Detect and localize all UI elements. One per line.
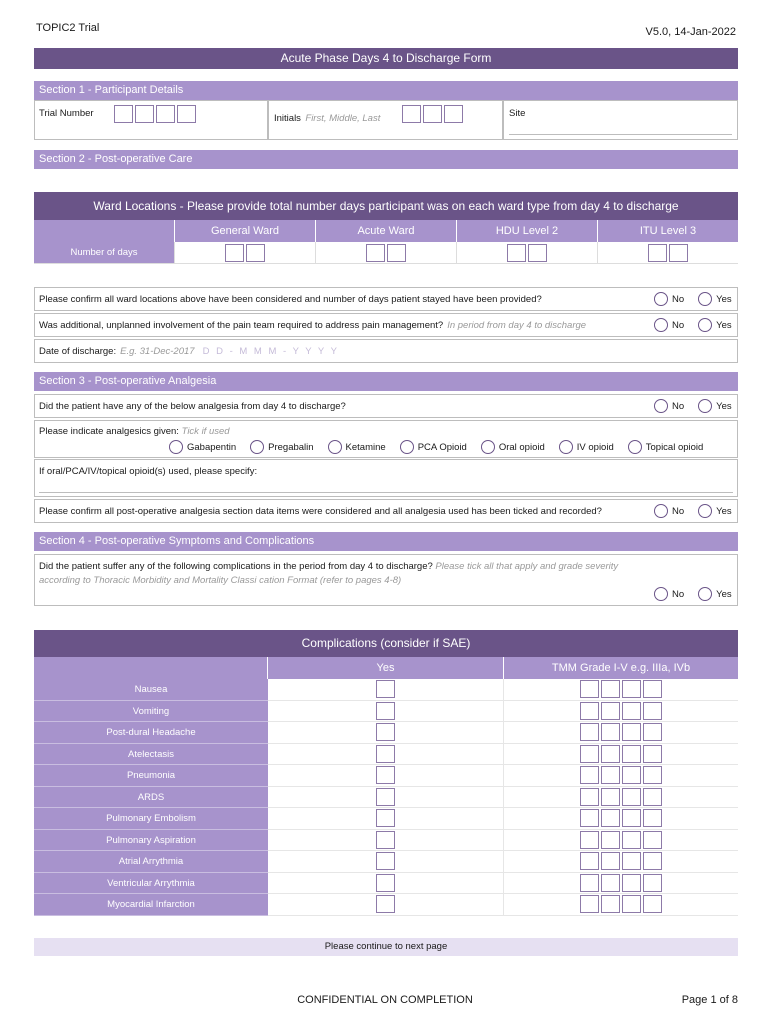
pca-opioid-label: PCA Opioid — [417, 441, 467, 453]
analgesia-confirm-no-radio[interactable] — [654, 504, 668, 518]
complication-row — [34, 894, 738, 916]
complication-name: Myocardial Infarction — [34, 894, 268, 916]
complication-yes-box[interactable] — [376, 831, 395, 849]
ward-col-acute: Acute Ward — [316, 220, 457, 242]
site-box — [503, 100, 738, 140]
oral-opioid-checkbox[interactable] — [481, 440, 495, 454]
pregabalin-checkbox[interactable] — [250, 440, 264, 454]
ketamine-label: Ketamine — [345, 441, 386, 453]
discharge-date-field[interactable]: D D - M M M - Y Y Y Y — [202, 345, 339, 357]
complication-yes-box[interactable] — [376, 723, 395, 741]
complication-grade-box[interactable] — [580, 745, 599, 763]
trial-number-digit[interactable] — [135, 105, 154, 123]
ward-confirm-yes-radio[interactable] — [698, 292, 712, 306]
no-label: No — [672, 505, 685, 517]
complication-yes-box[interactable] — [376, 788, 395, 806]
complication-grade-box[interactable] — [643, 680, 662, 698]
trial-name: TOPIC2 Trial — [36, 22, 100, 34]
ward-confirm-row — [34, 287, 738, 311]
discharge-date-row — [34, 339, 738, 363]
complication-grade-box[interactable] — [601, 809, 620, 827]
complication-grade-box[interactable] — [643, 766, 662, 784]
complication-yes-box[interactable] — [376, 702, 395, 720]
complication-grade-box[interactable] — [622, 809, 641, 827]
acute-ward-days-digit[interactable] — [387, 244, 406, 262]
iv-opioid-label: IV opioid — [576, 441, 614, 453]
complication-grade-box[interactable] — [580, 766, 599, 784]
complication-name: Vomiting — [34, 701, 268, 723]
ward-confirm-no-radio[interactable] — [654, 292, 668, 306]
gabapentin-checkbox[interactable] — [169, 440, 183, 454]
complication-name: Pneumonia — [34, 765, 268, 787]
complication-row — [34, 744, 738, 766]
complication-name: Atrial Arrythmia — [34, 851, 268, 873]
trial-number-label: Trial Number — [39, 108, 94, 119]
complication-grade-box[interactable] — [622, 766, 641, 784]
no-label: No — [672, 319, 685, 331]
complication-grade-box[interactable] — [622, 680, 641, 698]
yes-label: Yes — [716, 293, 732, 305]
complication-name: ARDS — [34, 787, 268, 809]
section1-title: Section 1 - Participant Details — [34, 81, 738, 100]
trial-number-digit[interactable] — [114, 105, 133, 123]
complication-grade-box[interactable] — [601, 788, 620, 806]
complication-yes-box[interactable] — [376, 895, 395, 913]
ward-col-general: General Ward — [175, 220, 316, 242]
complication-grade-box[interactable] — [643, 809, 662, 827]
complication-grade-box[interactable] — [580, 788, 599, 806]
site-label: Site — [509, 108, 526, 119]
initials-box — [268, 100, 503, 140]
complication-name: Ventricular Arrythmia — [34, 873, 268, 895]
analgesia-row — [34, 394, 738, 418]
yes-label: Yes — [716, 588, 732, 600]
complication-grade-box[interactable] — [622, 788, 641, 806]
complication-grade-box[interactable] — [601, 852, 620, 870]
complication-grade-box[interactable] — [622, 745, 641, 763]
complication-grade-box[interactable] — [580, 852, 599, 870]
page-number: Page 1 of 8 — [681, 994, 738, 1006]
section4-title: Section 4 - Post-operative Symptoms and Complications — [34, 532, 738, 551]
no-label: No — [672, 588, 685, 600]
complication-name: Pulmonary Aspiration — [34, 830, 268, 852]
complication-yes-box[interactable] — [376, 874, 395, 892]
complication-name: Atelectasis — [34, 744, 268, 766]
complication-grade-box[interactable] — [643, 874, 662, 892]
analgesia-confirm-yes-radio[interactable] — [698, 504, 712, 518]
complication-grade-box[interactable] — [643, 895, 662, 913]
complication-grade-box[interactable] — [643, 745, 662, 763]
ward-table-title: Ward Locations - Please provide total number days participant was on each ward type from day 4 to discharge — [34, 192, 738, 220]
complication-grade-box[interactable] — [601, 766, 620, 784]
pca-opioid-checkbox[interactable] — [400, 440, 414, 454]
complication-name: Post-dural Headache — [34, 722, 268, 744]
complication-grade-box[interactable] — [622, 702, 641, 720]
complication-grade-box[interactable] — [601, 895, 620, 913]
complication-grade-box[interactable] — [643, 852, 662, 870]
trial-number-box — [34, 100, 268, 140]
complication-grade-box[interactable] — [643, 723, 662, 741]
topical-opioid-label: Topical opioid — [645, 441, 704, 453]
pain-team-hint: In period from day 4 to discharge — [447, 319, 587, 331]
trial-number-digit[interactable] — [156, 105, 175, 123]
complication-grade-box[interactable] — [643, 831, 662, 849]
complication-grade-box[interactable] — [601, 702, 620, 720]
complications-table-title: Complications (consider if SAE) — [34, 630, 738, 657]
oral-opioid-label: Oral opioid — [498, 441, 545, 453]
iv-opioid-checkbox[interactable] — [559, 440, 573, 454]
yes-label: Yes — [716, 319, 732, 331]
no-label: No — [672, 293, 685, 305]
complication-row — [34, 873, 738, 895]
complication-yes-box[interactable] — [376, 809, 395, 827]
analgesia-no-radio[interactable] — [654, 399, 668, 413]
complication-row — [34, 787, 738, 809]
complication-grade-box[interactable] — [622, 895, 641, 913]
complication-grade-box[interactable] — [601, 831, 620, 849]
initials-letter[interactable] — [444, 105, 463, 123]
continue-note: Please continue to next page — [34, 938, 738, 956]
complication-grade-box[interactable] — [580, 831, 599, 849]
analgesics-given-box — [34, 420, 738, 458]
complication-grade-box[interactable] — [643, 702, 662, 720]
analgesia-confirm-question: Please confirm all post-operative analgesia section data items were considered and all analgesia used has been ticked and recorded? — [39, 505, 602, 517]
complications-hint-a: Please tick all that apply and grade severity — [435, 561, 619, 572]
analgesics-label: Please indicate analgesics given: — [39, 426, 179, 437]
complication-row — [34, 679, 738, 701]
complication-name: Pulmonary Embolism — [34, 808, 268, 830]
hdu-days-digit[interactable] — [528, 244, 547, 262]
topical-opioid-checkbox[interactable] — [628, 440, 642, 454]
complications-table — [34, 630, 738, 916]
complication-grade-box[interactable] — [601, 680, 620, 698]
section2-title: Section 2 - Post-operative Care — [34, 150, 738, 169]
complication-grade-box[interactable] — [622, 874, 641, 892]
ward-confirm-question: Please confirm all ward locations above have been considered and number of days patient stayed have been provided? — [39, 293, 542, 305]
discharge-date-label: Date of discharge: — [39, 345, 117, 357]
pain-team-question: Was additional, unplanned involvement of the pain team required to address pain management? — [39, 319, 444, 331]
complications-hint-b: according to Thoracic Morbidity and Mortality Classi cation Format (refer to pages 4-8) — [39, 575, 402, 586]
initials-letter[interactable] — [402, 105, 421, 123]
complication-grade-box[interactable] — [622, 831, 641, 849]
yes-label: Yes — [716, 505, 732, 517]
complication-grade-box[interactable] — [580, 874, 599, 892]
complications-question-box — [34, 554, 738, 606]
site-field[interactable] — [509, 134, 732, 135]
complication-yes-box[interactable] — [376, 745, 395, 763]
analgesia-confirm-row — [34, 499, 738, 523]
analgesia-question: Did the patient have any of the below analgesia from day 4 to discharge? — [39, 400, 346, 412]
ward-col-itu: ITU Level 3 — [598, 220, 738, 242]
complication-grade-box[interactable] — [601, 745, 620, 763]
ward-row-label: Number of days — [34, 242, 175, 264]
complication-row — [34, 830, 738, 852]
opioid-specify-label: If oral/PCA/IV/topical opioid(s) used, please specify: — [39, 466, 258, 477]
initials-letter[interactable] — [423, 105, 442, 123]
pain-team-row — [34, 313, 738, 337]
complication-row — [34, 851, 738, 873]
complications-no-radio[interactable] — [654, 587, 668, 601]
pain-team-yes-radio[interactable] — [698, 318, 712, 332]
pregabalin-label: Pregabalin — [268, 441, 314, 453]
general-ward-days-digit[interactable] — [246, 244, 265, 262]
complication-row — [34, 701, 738, 723]
complication-row — [34, 765, 738, 787]
analgesics-hint: Tick if used — [181, 426, 230, 437]
acute-ward-days-digit[interactable] — [366, 244, 385, 262]
opioid-specify-field[interactable] — [39, 492, 733, 493]
general-ward-days-digit[interactable] — [225, 244, 244, 262]
gabapentin-label: Gabapentin — [187, 441, 237, 453]
complication-row — [34, 722, 738, 744]
complication-name: Nausea — [34, 679, 268, 701]
section3-title: Section 3 - Post-operative Analgesia — [34, 372, 738, 391]
complication-grade-box[interactable] — [580, 895, 599, 913]
complication-grade-box[interactable] — [580, 723, 599, 741]
complication-row — [34, 808, 738, 830]
complication-yes-box[interactable] — [376, 680, 395, 698]
confidential-footer: CONFIDENTIAL ON COMPLETION — [297, 994, 473, 1006]
complications-question: Did the patient suffer any of the following complications in the period from day 4 to discharge? — [39, 561, 433, 572]
initials-hint: First, Middle, Last — [305, 113, 381, 124]
analgesia-yes-radio[interactable] — [698, 399, 712, 413]
complication-grade-box[interactable] — [580, 809, 599, 827]
col-grade: TMM Grade I-V e.g. IIIa, IVb — [504, 657, 738, 679]
version-date: V5.0, 14-Jan-2022 — [645, 26, 736, 38]
no-label: No — [672, 400, 685, 412]
complication-yes-box[interactable] — [376, 852, 395, 870]
complication-grade-box[interactable] — [580, 702, 599, 720]
complication-grade-box[interactable] — [601, 874, 620, 892]
col-yes: Yes — [268, 657, 504, 679]
complication-grade-box[interactable] — [601, 723, 620, 741]
ketamine-checkbox[interactable] — [328, 440, 342, 454]
itu-days-digit[interactable] — [669, 244, 688, 262]
complication-yes-box[interactable] — [376, 766, 395, 784]
ward-col-hdu: HDU Level 2 — [457, 220, 598, 242]
hdu-days-digit[interactable] — [507, 244, 526, 262]
form-title: Acute Phase Days 4 to Discharge Form — [34, 48, 738, 69]
complication-grade-box[interactable] — [622, 723, 641, 741]
discharge-date-hint: E.g. 31-Dec-2017 — [120, 345, 195, 357]
trial-number-digit[interactable] — [177, 105, 196, 123]
complication-grade-box[interactable] — [643, 788, 662, 806]
complication-grade-box[interactable] — [622, 852, 641, 870]
pain-team-no-radio[interactable] — [654, 318, 668, 332]
complications-yes-radio[interactable] — [698, 587, 712, 601]
itu-days-digit[interactable] — [648, 244, 667, 262]
complication-grade-box[interactable] — [580, 680, 599, 698]
yes-label: Yes — [716, 400, 732, 412]
opioid-specify-box — [34, 459, 738, 497]
initials-label: Initials — [274, 113, 301, 124]
ward-locations-table — [34, 192, 738, 264]
